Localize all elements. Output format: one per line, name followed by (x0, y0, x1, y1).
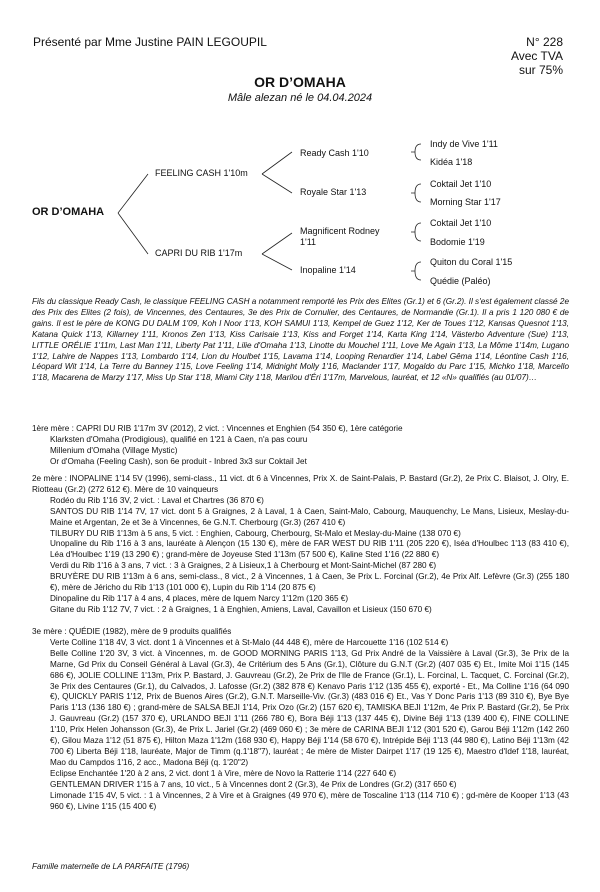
first-dam-produce-1: Klarksten d'Omaha (Prodigious), qualifié en 1'21 à Caen, n'a pas couru (50, 434, 308, 444)
pedigree-ss: Ready Cash 1'10 (300, 148, 369, 158)
second-dam-produce-1: Rodéo du Rib 1'16 3V, 2 vict. : Laval et Chartres (36 870 €) (50, 495, 264, 505)
pedigree-ddd: Quédie (Paléo) (430, 276, 491, 286)
pedigree-dss: Coktail Jet 1'10 (430, 218, 492, 228)
presenter-label: Présenté par Mme Justine PAIN LEGOUPIL (33, 35, 267, 49)
third-dam-title: 3e mère : QUÉDIE (1982), mère de 9 produits qualifiés (32, 627, 232, 636)
second-dam-produce-3: TILBURY DU RIB 1'13m à 5 ans, 5 vict. : Enghien, Cabourg, Cherbourg, St-Malo et Meslay-du-Maine (138 070 €) (50, 528, 461, 538)
pedigree-sds: Coktail Jet 1'10 (430, 179, 492, 189)
tva-label: Avec TVA (510, 49, 563, 63)
third-dam-produce-2: Belle Colline 1'20 3V, 3 vict. à Vincennes, m. de GOOD MORNING PARIS 1'13, Gd Prix André de la Vaissière à Laval (Gr.3), 3e Prix de la Marne, Gd Prix du Conseil Général à Laval (Gr.3), 4e Critérium des 5 Ans (Gr.1), Clôture du G.N.T (Gr.2) (407 035 €) Et., Imite Moi 1'15 (145 686 €), JOLIE COLLINE 1'13m, Prix P. Bastard, J. Gauvreau (Gr.2), 2e Prix de l'Ile de France (Gr.1), L. Forcinal, L. Tacquet, C. Forcinal (Gr.2), 3e Prix des Centaures (Gr.1), du Calvados, J. Lafosse (Gr.2) (382 878 €) Kenavo Paris 1'12 (135 455 €), exporté - Et., Ma Colline 1'16 (64 090 €), QUICKLY PARIS 1'12, Prix de Buenos Aires (Gr.2), G.N.T. Marseille-Viv. (Gr.3) (483 016 €) Et., Vas Y Donc Paris 1'13 (89 310 €), Bye Bye Paris 1'13 (136 180 €) ; grand-mère de SALSA BEJI 1'14, Prix Ozo (Gr.2) (157 620 €), TAMISKA BEJI 1'12m, 4e Prix P. Bastard (Gr.2), 5e Prix J. Gauvreau (Gr.2) (157 370 €), URLANDO BEJI 1'11 (266 780 €), Bora Béji 1'13 (137 445 €), Divine Béji 1'13 (139 400 €), FINE COLLINE 1'10, Prix Helen Johansson (Gr.3), 4e Prix L. Jariel (Gr.2) (469 060 €) ; 3e mère de CARINA BEJI 1'12 (301 520 €), Garou Béji 1'12m (142 260 €), Gilou Maza 1'12 (51 875 €), Hilton Maza 1'12m (168 930 €), Happy Béji 1'14 (58 670 €), Intrépide Béji 1'13 (44 980 €), Latino Béji 1'13m (42 700 €) Liberta Béji 1'18, lauréate, Major de Timm (q.1'18"7), lauréat ; 4e mère de Mister Dairpet 1'17 (19 125 €), Maestro d'Idef 1'18, lauréat, Mao du Campdos 1'16, 2 acc., Madona Béji (q. 1'20"2) (50, 648, 569, 767)
third-dam-produce-5: Limonade 1'15 4V, 5 vict. : 1 à Vincennes, 2 à Vire et à Graignes (49 970 €), mère de Toscaline 1'13 (114 710 €) ; gd-mère de Kooper 1'13 (43 960 €), Livine 1'15 (15 400 €) (50, 790, 569, 811)
pedigree-ssd: Kidéa 1'18 (430, 157, 473, 167)
pedigree-sd: Royale Star 1'13 (300, 187, 367, 197)
first-dam-title: 1ère mère : CAPRI DU RIB 1'17m 3V (2012), 2 vict. : Vincennes et Enghien (54 350 €), 1ère catégorie (32, 424, 403, 433)
pedigree-dds: Quiton du Coral 1'15 (430, 257, 513, 267)
second-dam-produce-7: Dinopaline du Rib 1'17 à 4 ans, 4 places, mère de Iquem Narcy 1'12m (120 365 €) (50, 593, 349, 603)
second-dam-produce-5: Verdi du Rib 1'16 à 3 ans, 7 vict. : 3 à Graignes, 2 à Lisieux,1 à Cherbourg et Mont-Saint-Michel (87 280 €) (50, 561, 437, 571)
second-dam-title: 2e mère : INOPALINE 1'14 5V (1996), semi-class., 11 vict. dt 6 à Vincennes, Prix X. de Saint-Palais, P. Bastard (Gr.2), 2e Prix C. Blaisot, J. Olry, E. Riotteau (Gr.2) (272 612 €). Mère de 10 vainqueurs (32, 474, 569, 494)
pedigree-sss: Indy de Vive 1'11 (430, 139, 498, 149)
pedigree-dsd: Bodomie 1'19 (430, 237, 485, 247)
first-dam-produce-2: Millenium d'Omaha (Village Mystic) (50, 445, 178, 455)
pedigree-sire: FEELING CASH 1'10m (155, 168, 248, 178)
second-dam-produce-4: Unopaline du Rib 1'16 à 3 ans, lauréate à Alençon (15 130 €), mère de FAR WEST DU RIB 1'11 (205 220 €), Iséa d'Houlbec 1'13 (83 410 €), Léa d'Houlbec 1'19 (13 290 €) ; grand-mère de Joyeuse Sted 1'13m (57 500 €), Kaline Sted 1'16 (22 880 €) (50, 539, 569, 560)
first-dam-section (32, 424, 569, 468)
first-dam-produce-3: Or d'Omaha (Feeling Cash), son 6e produit - Inbred 3x3 sur Coktail Jet (50, 456, 307, 466)
second-dam-produce-6: BRUYÈRE DU RIB 1'13m à 6 ans, semi-class., 8 vict., 2 à Vincennes, 1 à Caen, 3e Prix L. Forcinal (Gr.2), 4e Prix Alf. Lefèvre (Gr.3) (255 180 €), mère de Jéricho du Rib 1'13 (101 000 €), Lupin du Rib 1'14 (20 875 €) (50, 572, 569, 593)
pedigree-subject: OR D’OMAHA (32, 206, 105, 218)
third-dam-section (32, 627, 569, 812)
third-dam-produce-3: Eclipse Enchantée 1'20 à 2 ans, 2 vict. dont 1 à Vire, mère de Novo la Ratterie 1'14 (227 640 €) (50, 768, 397, 778)
sire-intro: Fils du classique Ready Cash, le classique FEELING CASH a notamment remporté les Prix des Elites (Gr.1) et 6 (Gr.2). Il s'est également classé 2e des Prix des Elites (2 fois), de Vincennes, des Centaures, 3e des Prix de Cornulier, des Centaures, de Normandie (Gr.1). Il a pris 1 120 080 € de gains. Il est le père de KONG DU DALM 1'09, Koh I Noor 1'13, KOH SAMUI 1'13, Kempel de Guez 1'12, Ker de Toues 1'12, Kansas Quesnot 1'13, Katana Quick 1'13, Killarney 1'11, Kronos Zen 1'13, Kiss Carisaie 1'13, Kiss and Forget 1'14, Karta King 1'14, Västerbo Adventure (Sue) 1'13, LITTLE ORÉLIE 1'11m, Last Man 1'11, Liberty Pat 1'11, Lilie d'Omaha 1'13, Linotte du Mouchel 1'11, Love Me Again 1'13, La Môme 1'14m, Lugano 1'12, Lahire de Nappes 1'13, Lombardo 1'14, Lion du Houlbet 1'15, Lavama 1'14, Looping Renardier 1'14, Label Gêma 1'14, Léontine Cash 1'16, Léopard Wit 1'14, La Terre du Banney 1'15, Love Feeling 1'14, Midnight Molly 1'16, Maclander 1'17, Mogaldo du Parc 1'15, Michko 1'18, Marcello 1'18, Macarena de Marzy 1'17, Miss Up Star 1'18, Miami City 1'18, Marilou d'Éri 1'17m, Marvelous, lauréat, et 12 «N» qualifiés (au 01/07)… (32, 297, 569, 383)
lot-number: N° 228 (526, 35, 563, 49)
pedigree-dd: Inopaline 1'14 (300, 265, 356, 275)
pedigree-sdd: Morning Star 1'17 (430, 197, 501, 207)
third-dam-produce-4: GENTLEMAN DRIVER 1'15 à 7 ans, 10 vict., 5 à Vincennes dont 2 (Gr.3), 4e Prix de Londres (Gr.2) (317 650 €) (50, 779, 457, 789)
pedigree-ds: Magnificent Rodney 1'11 (300, 226, 380, 247)
third-dam-produce-1: Verte Colline 1'18 4V, 3 vict. dont 1 à Vincennes et à St-Malo (44 448 €), mère de Harcouette 1'16 (102 514 €) (50, 637, 449, 647)
second-dam-produce-8: Gitane du Rib 1'12 7V, 7 vict. : 2 à Graignes, 1 à Enghien, Amiens, Laval, Cavaillon et Lisieux (150 670 €) (50, 604, 432, 614)
horse-description: Mâle alezan né le 04.04.2024 (227, 92, 373, 104)
pedigree-dam: CAPRI DU RIB 1'17m (155, 248, 243, 258)
second-dam-section (32, 474, 569, 616)
maternal-family: Famille maternelle de LA PARFAITE (1796) (32, 862, 190, 871)
base-label: sur 75% (518, 63, 563, 77)
horse-name: OR D’OMAHA (254, 74, 346, 90)
second-dam-produce-2: SANTOS DU RIB 1'14 7V, 17 vict. dont 5 à Graignes, 2 à Laval, 1 à Caen, Saint-Malo, Cabourg, Mauquenchy, Le Mans, Lisieux, Meslay-du-Maine et Argentan, 2e et 3e à Vincennes, 6e G.N.T. Cherbourg (Gr.3) (267 410 €) (50, 506, 569, 527)
